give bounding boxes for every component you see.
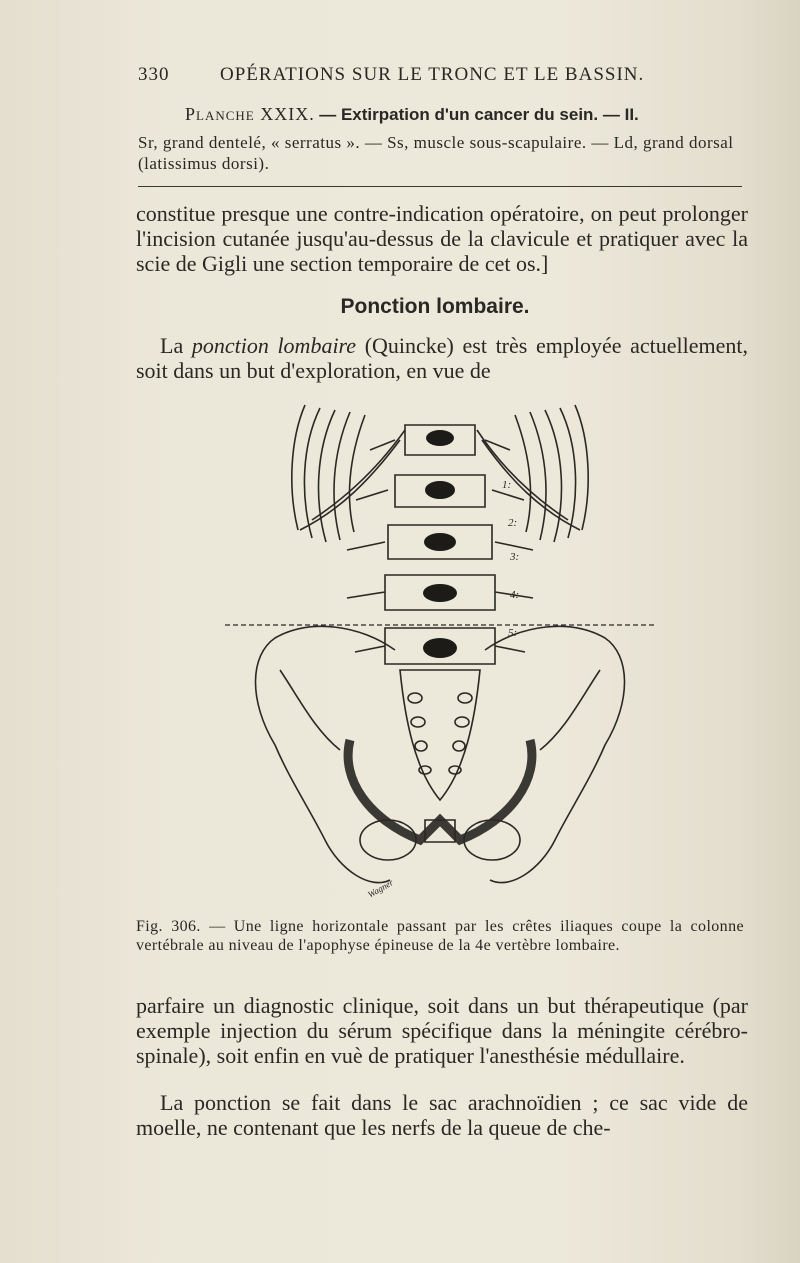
sacral-foramina <box>408 693 472 774</box>
plate-caption: — Extirpation d'un cancer du sein. — II. <box>319 105 639 124</box>
plate-title <box>185 104 639 125</box>
running-title: OPÉRATIONS SUR LE TRONC ET LE BASSIN. <box>220 64 645 85</box>
right-ribs <box>477 405 588 542</box>
figure-caption: Fig. 306. — Une ligne horizontale passant par les crêtes iliaques coupe la colonne vertébrale au niveau de l'apophyse épineuse de la 4e vertèbre lombaire. <box>136 918 744 954</box>
running-head <box>138 64 738 86</box>
paragraph-1: constitue presque une contre-indication opératoire, on peut prolonger l'incision cutanée jusqu'au-dessus de la clavicule et pratiquer avec la scie de Gigli une section temporaire de cet os.] <box>136 201 748 276</box>
left-ribs <box>292 405 405 542</box>
paragraph-2 <box>136 333 748 383</box>
left-iliac-wing <box>255 626 395 882</box>
plate-label: Planche XXIX. <box>185 104 315 124</box>
plate-legend: Sr, grand dentelé, « serratus ». — Ss, muscle sous-scapulaire. — Ld, grand dorsal (latissimus dorsi). <box>138 133 734 173</box>
pelvic-brim <box>348 740 532 840</box>
vertebra-label-3: 3: <box>510 551 520 563</box>
spinous-processes <box>423 430 457 658</box>
paragraph-4: La ponction se fait dans le sac arachnoïdien ; ce sac vide de moelle, ne contenant que les nerfs de la queue de che- <box>136 1090 748 1140</box>
paragraph-2-end: (Quincke) est très employée actuellement, soit dans un but d'exploration, en vue de <box>136 333 748 383</box>
term-ponction-lombaire: ponction lombaire <box>191 333 357 358</box>
divider-rule <box>138 186 742 187</box>
right-iliac-wing <box>485 626 625 882</box>
vertebra-label-5: 5: <box>508 627 518 639</box>
pelvis-spine-illustration <box>220 400 660 905</box>
vertebra-label-1: 1: <box>502 479 512 491</box>
artist-signature: Wagner <box>366 877 395 900</box>
sacrum <box>400 670 480 800</box>
paragraph-3: parfaire un diagnostic clinique, soit dans un but thérapeutique (par exemple injection du sérum spécifique dans la méningite cérébro-spinale), soit enfin en vuè de pratiquer l'anesthésie médullaire. <box>136 993 748 1068</box>
section-title: Ponction lombaire. <box>340 295 530 318</box>
page-number: 330 <box>138 64 170 85</box>
paragraph-2-start: La <box>160 333 192 358</box>
vertebra-label-2: 2: <box>508 517 518 529</box>
vertebra-label-4: 4: <box>510 589 520 601</box>
